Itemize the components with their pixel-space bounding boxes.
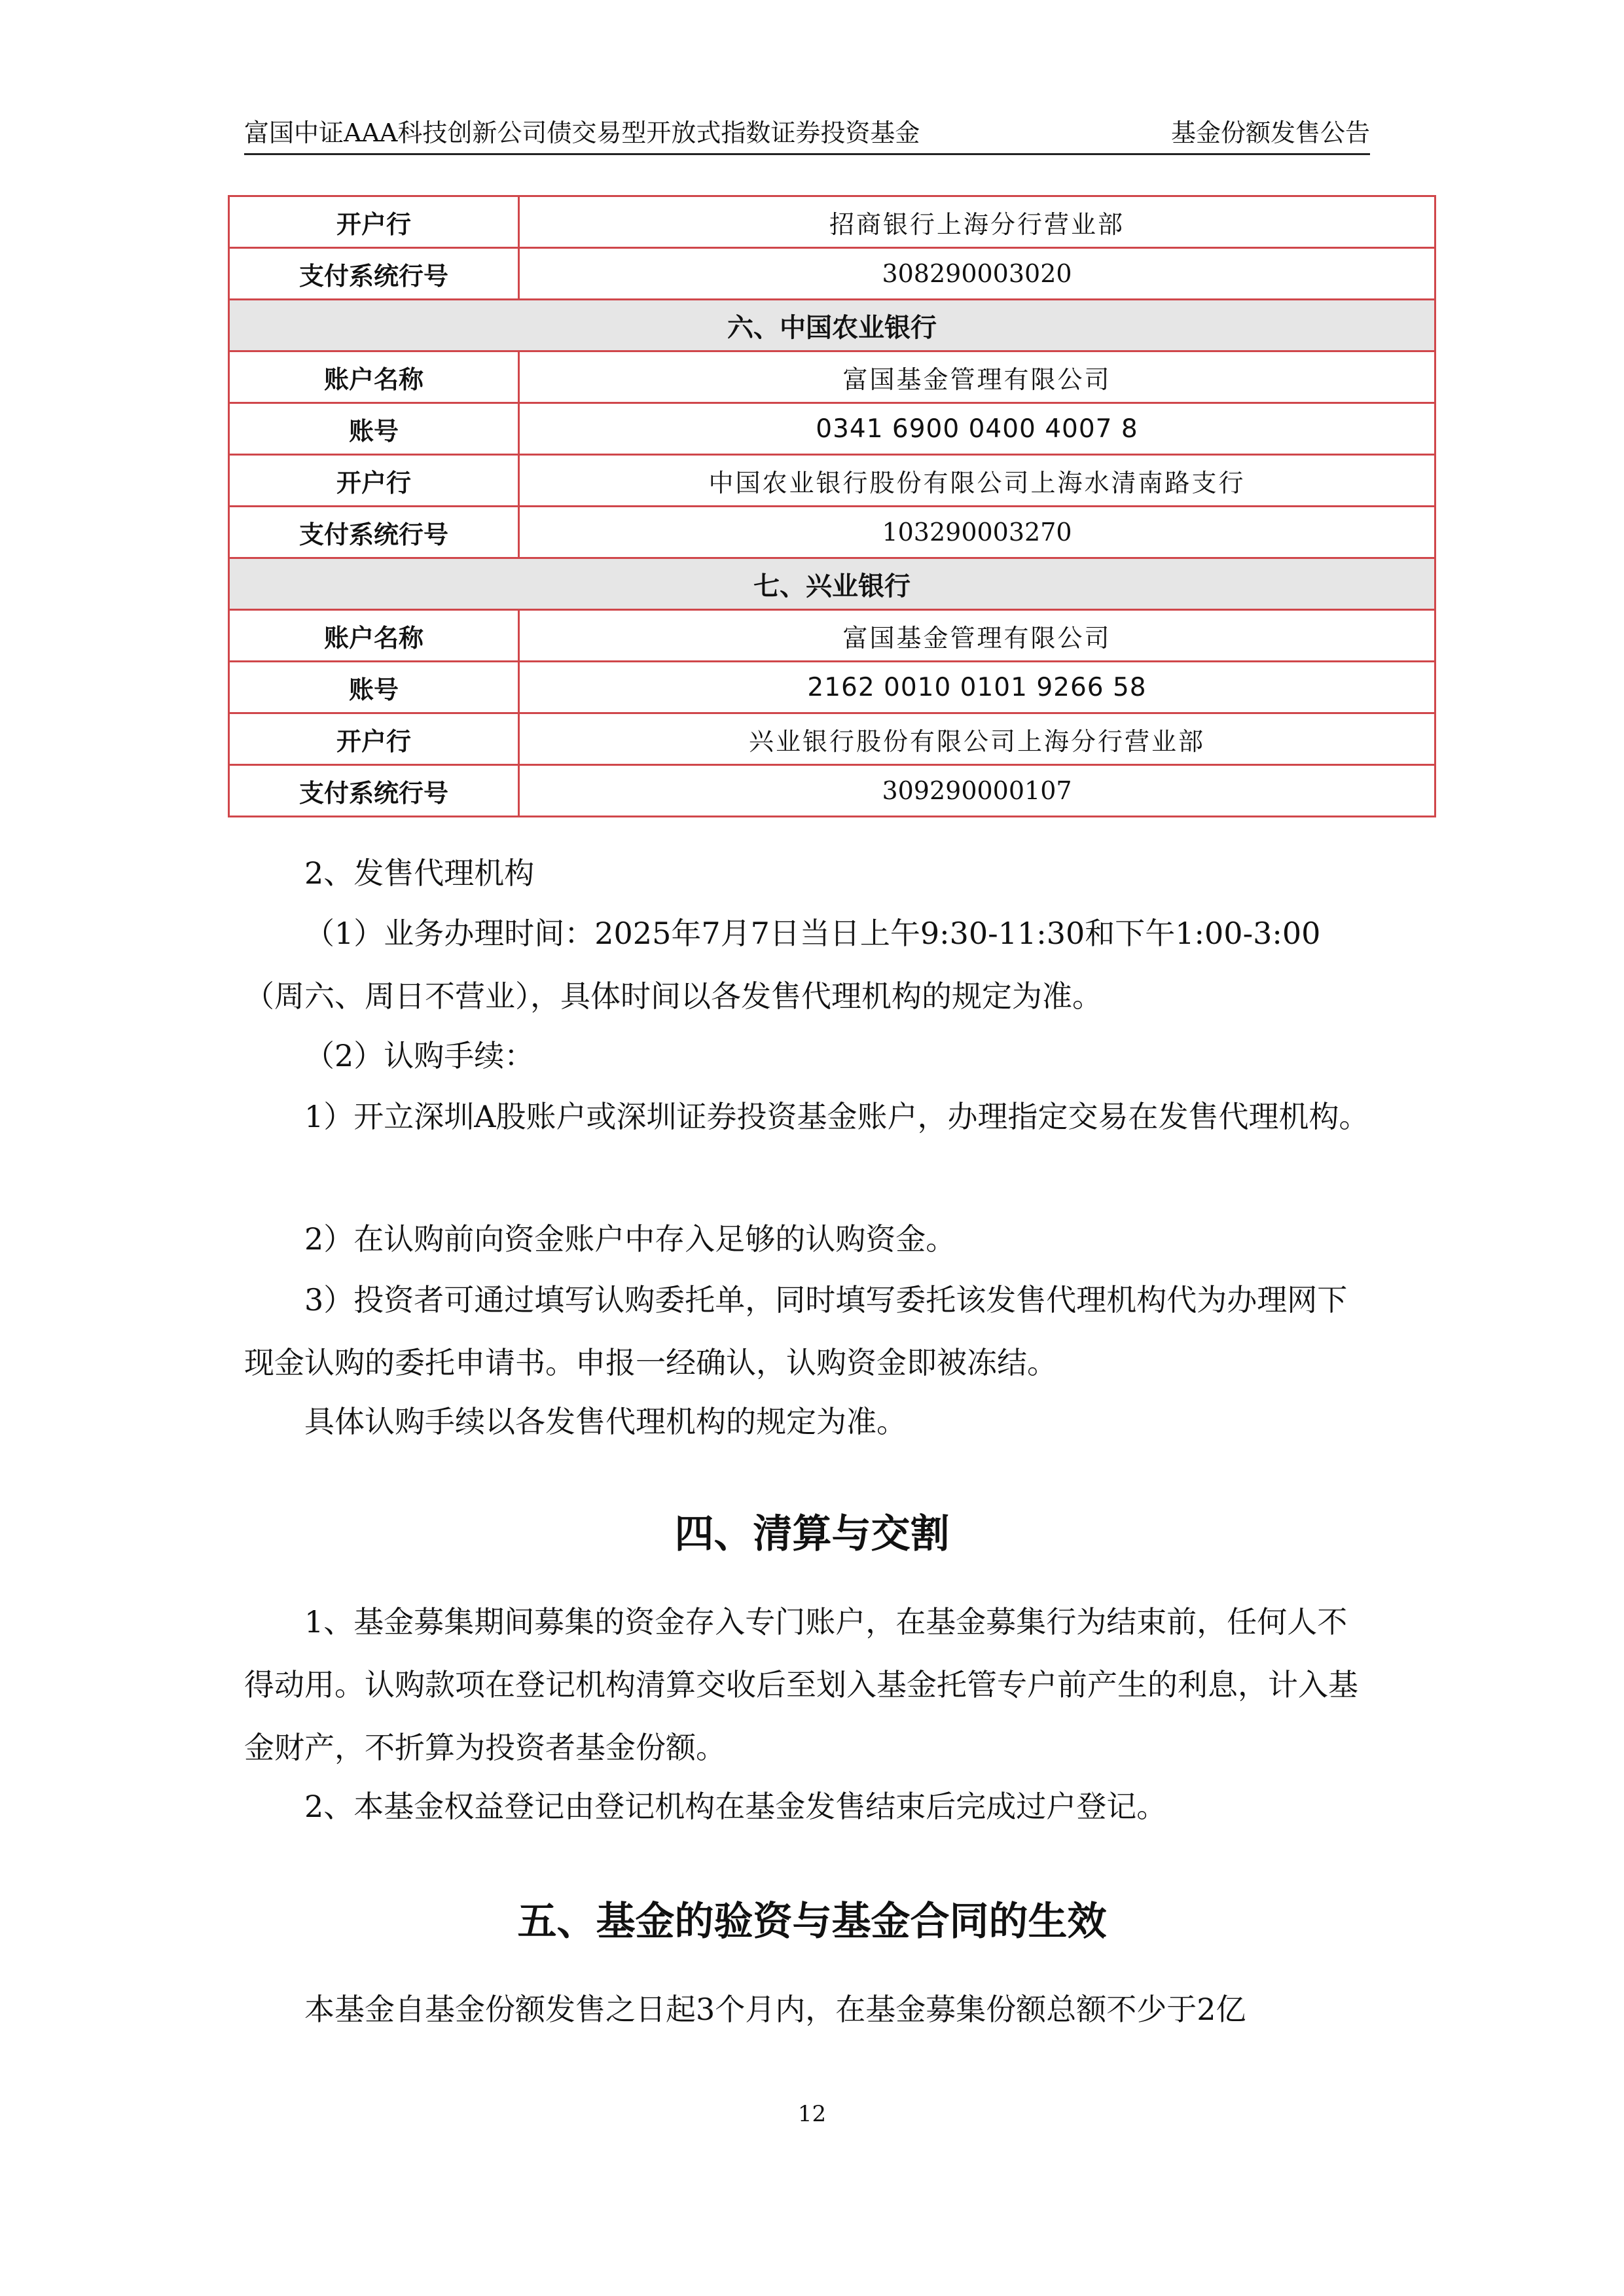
row-label: 开户行 (229, 455, 519, 507)
row-value: 2162 0010 0101 9266 58 (519, 662, 1435, 713)
paragraph: 本基金自基金份额发售之日起3个月内，在基金募集份额总额不少于2亿 (304, 1992, 1246, 2027)
table-row (229, 351, 1435, 403)
table-row (229, 610, 1435, 662)
paragraph: 2、本基金权益登记由登记机构在基金发售结束后完成过户登记。 (304, 1789, 1167, 1824)
row-value: 309290000107 (519, 765, 1435, 817)
row-value: 0341 6900 0400 4007 8 (519, 403, 1435, 455)
table-section-row (229, 300, 1435, 351)
paragraph: （1）业务办理时间：2025年7月7日当日上午9:30-11:30和下午1:00-3:00（周六、周日不营业），具体时间以各发售代理机构的规定为准。 (244, 916, 1321, 1014)
table-row (229, 507, 1435, 558)
row-label: 支付系统行号 (229, 248, 519, 300)
table-row (229, 713, 1435, 765)
section-title: 六、中国农业银行 (229, 300, 1435, 351)
paragraph: 具体认购手续以各发售代理机构的规定为准。 (304, 1404, 907, 1439)
row-value: 中国农业银行股份有限公司上海水清南路支行 (519, 455, 1435, 507)
table-row (229, 248, 1435, 300)
paragraph: 1）开立深圳A股账户或深圳证券投资基金账户，办理指定交易在发售代理机构。 (304, 1099, 1369, 1134)
paragraph: （2）认购手续： (304, 1038, 535, 1073)
row-value: 兴业银行股份有限公司上海分行营业部 (519, 713, 1435, 765)
row-value: 103290003270 (519, 507, 1435, 558)
paragraph: 3）投资者可通过填写认购委托单，同时填写委托该发售代理机构代为办理网下现金认购的委托申请书。申报一经确认，认购资金即被冻结。 (244, 1282, 1348, 1380)
table-row (229, 196, 1435, 248)
row-label: 开户行 (229, 196, 519, 248)
paragraph: 2）在认购前向资金账户中存入足够的认购资金。 (304, 1221, 956, 1257)
row-label: 账户名称 (229, 351, 519, 403)
paragraph: 1、基金募集期间募集的资金存入专门账户，在基金募集行为结束前，任何人不得动用。认购款项在登记机构清算交收后至划入基金托管专户前产生的利息，计入基金财产，不折算为投资者基金份额。 (244, 1604, 1358, 1765)
header-doc-title: 基金份额发售公告 (1170, 118, 1370, 147)
row-value: 308290003020 (519, 248, 1435, 300)
table-row (229, 455, 1435, 507)
page-number: 12 (797, 2101, 827, 2127)
table-row (229, 765, 1435, 817)
row-label: 支付系统行号 (229, 507, 519, 558)
row-label: 开户行 (229, 713, 519, 765)
section-heading: 四、清算与交割 (674, 1511, 950, 1557)
table-row (229, 403, 1435, 455)
section-title: 七、兴业银行 (229, 558, 1435, 610)
row-label: 账号 (229, 662, 519, 713)
row-label: 账户名称 (229, 610, 519, 662)
page-header (244, 113, 1370, 155)
paragraph: 2、发售代理机构 (304, 855, 535, 891)
section-heading: 五、基金的验资与基金合同的生效 (517, 1899, 1107, 1945)
table-section-row (229, 558, 1435, 610)
header-fund-name: 富国中证AAA科技创新公司债交易型开放式指数证券投资基金 (244, 118, 920, 147)
bank-account-table (228, 195, 1436, 817)
row-label: 账号 (229, 403, 519, 455)
row-value: 富国基金管理有限公司 (519, 351, 1435, 403)
row-label: 支付系统行号 (229, 765, 519, 817)
table-row (229, 662, 1435, 713)
row-value: 招商银行上海分行营业部 (519, 196, 1435, 248)
row-value: 富国基金管理有限公司 (519, 610, 1435, 662)
